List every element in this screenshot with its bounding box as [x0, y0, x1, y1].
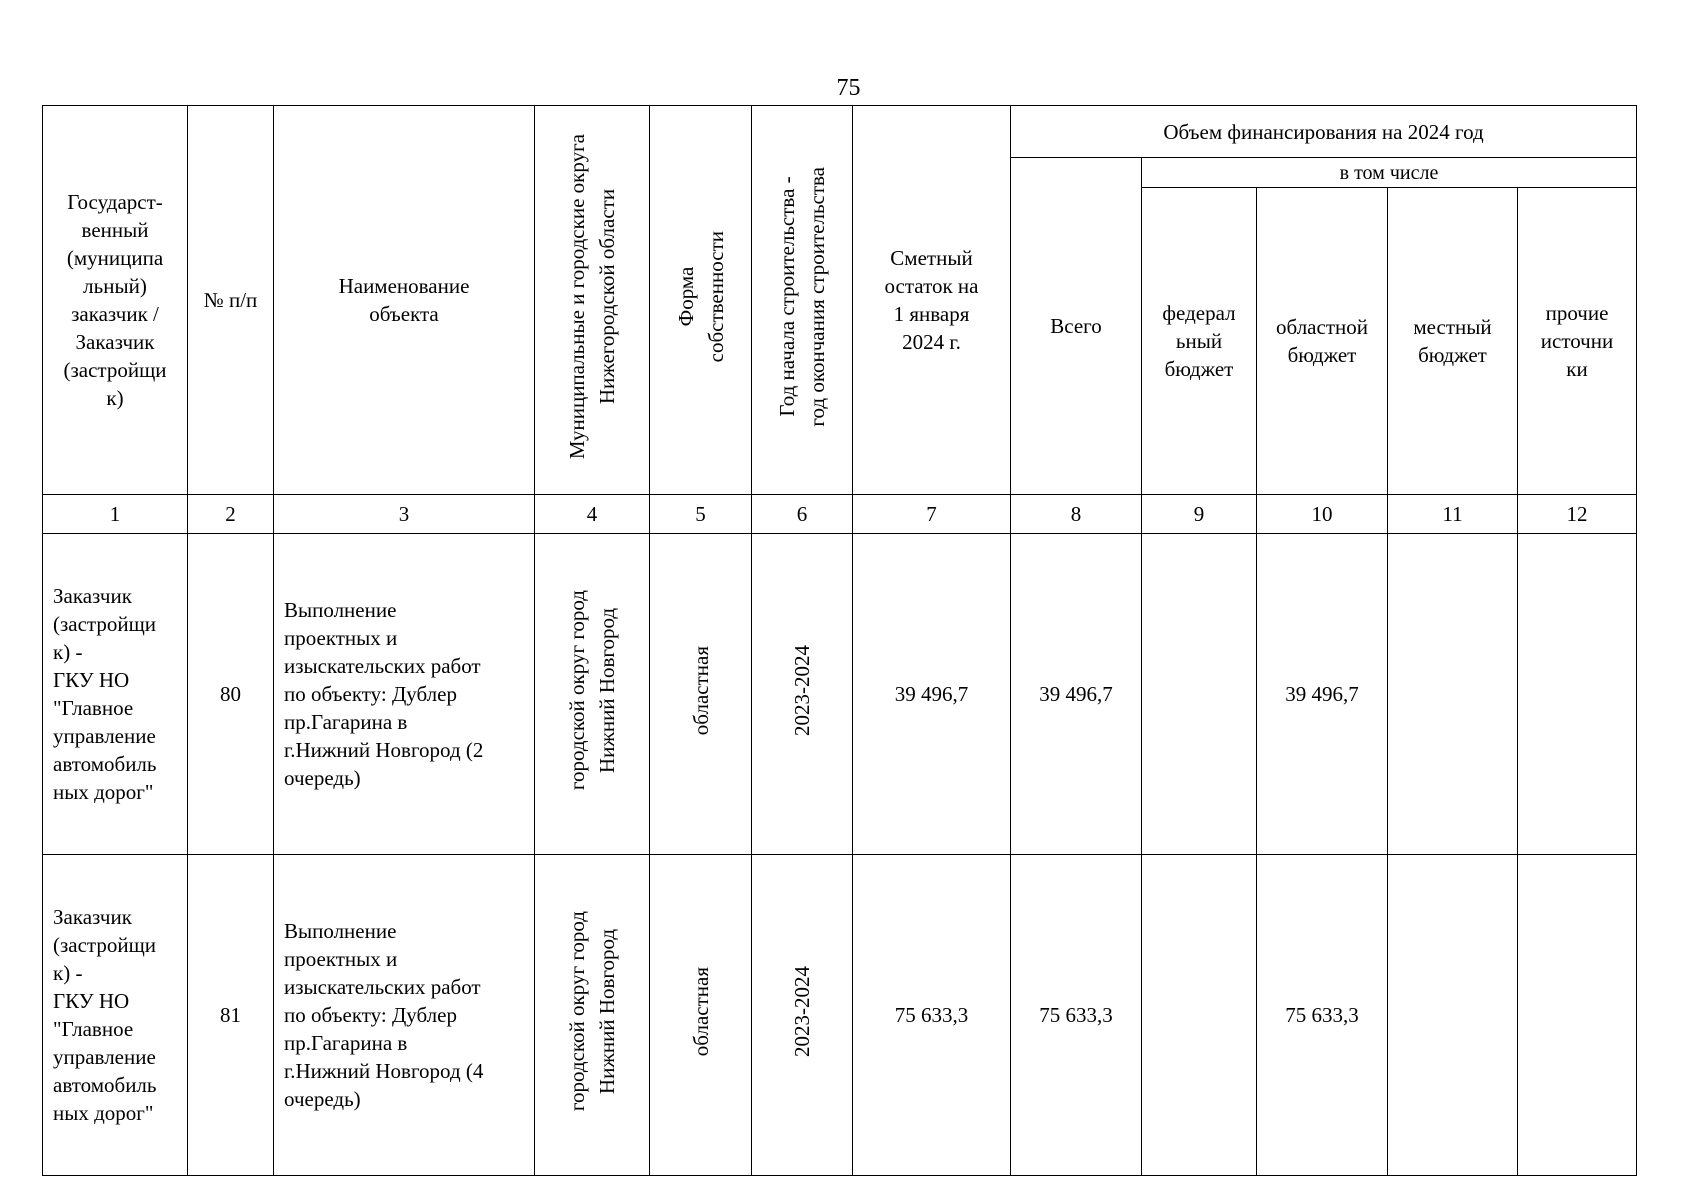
column-number: 2	[188, 495, 274, 534]
years-cell: 2023-2024	[752, 534, 853, 855]
other-cell	[1518, 855, 1637, 1176]
header-district: Муниципальные и городские округа Нижегородской области	[535, 106, 650, 495]
header-regional: областной бюджет	[1257, 188, 1388, 495]
district-cell: городской округ город Нижний Новгород	[535, 855, 650, 1176]
header-object-name: Наименование объекта	[274, 106, 535, 495]
header-federal: федерал ьный бюджет	[1142, 188, 1257, 495]
ownership-cell: областная	[650, 855, 752, 1176]
header-estimate-balance: Сметный остаток на 1 января 2024 г.	[853, 106, 1011, 495]
column-number: 9	[1142, 495, 1257, 534]
header-ownership: Форма собственности	[650, 106, 752, 495]
column-number: 12	[1518, 495, 1637, 534]
years-cell: 2023-2024	[752, 855, 853, 1176]
header-number: № п/п	[188, 106, 274, 495]
customer-cell: Заказчик (застройщи к) - ГКУ НО "Главное управление автомобиль ных дорог"	[43, 855, 188, 1176]
regional-cell: 39 496,7	[1257, 534, 1388, 855]
local-cell	[1388, 534, 1518, 855]
column-number: 1	[43, 495, 188, 534]
estimate-balance-cell: 39 496,7	[853, 534, 1011, 855]
column-number: 11	[1388, 495, 1518, 534]
header-including: в том числе	[1142, 158, 1637, 188]
ownership-cell: областная	[650, 534, 752, 855]
column-number: 5	[650, 495, 752, 534]
header-years: Год начала строительства - год окончания строительства	[752, 106, 853, 495]
local-cell	[1388, 855, 1518, 1176]
header-local: местный бюджет	[1388, 188, 1518, 495]
header-total: Всего	[1011, 158, 1142, 495]
header-customer: Государст- венный (муниципа льный) заказчик / Заказчик (застройщи к)	[43, 106, 188, 495]
total-cell: 39 496,7	[1011, 534, 1142, 855]
customer-cell: Заказчик (застройщи к) - ГКУ НО "Главное управление автомобиль ных дорог"	[43, 534, 188, 855]
table-row	[43, 534, 1637, 855]
number-cell: 80	[188, 534, 274, 855]
column-number: 10	[1257, 495, 1388, 534]
header-financing: Объем финансирования на 2024 год	[1011, 106, 1637, 158]
table-row	[43, 855, 1637, 1176]
page-number: 75	[836, 75, 861, 101]
header-other: прочие источни ки	[1518, 188, 1637, 495]
object-cell: Выполнение проектных и изыскательских работ по объекту: Дублер пр.Гагарина в г.Нижний Новгород (4 очередь)	[274, 855, 535, 1176]
federal-cell	[1142, 855, 1257, 1176]
column-number: 6	[752, 495, 853, 534]
estimate-balance-cell: 75 633,3	[853, 855, 1011, 1176]
total-cell: 75 633,3	[1011, 855, 1142, 1176]
column-number: 3	[274, 495, 535, 534]
number-cell: 81	[188, 855, 274, 1176]
column-number: 7	[853, 495, 1011, 534]
financing-table	[42, 105, 1637, 1176]
federal-cell	[1142, 534, 1257, 855]
other-cell	[1518, 534, 1637, 855]
district-cell: городской округ город Нижний Новгород	[535, 534, 650, 855]
regional-cell: 75 633,3	[1257, 855, 1388, 1176]
column-number: 8	[1011, 495, 1142, 534]
column-numbers-row	[43, 495, 1637, 534]
object-cell: Выполнение проектных и изыскательских работ по объекту: Дублер пр.Гагарина в г.Нижний Новгород (2 очередь)	[274, 534, 535, 855]
column-number: 4	[535, 495, 650, 534]
